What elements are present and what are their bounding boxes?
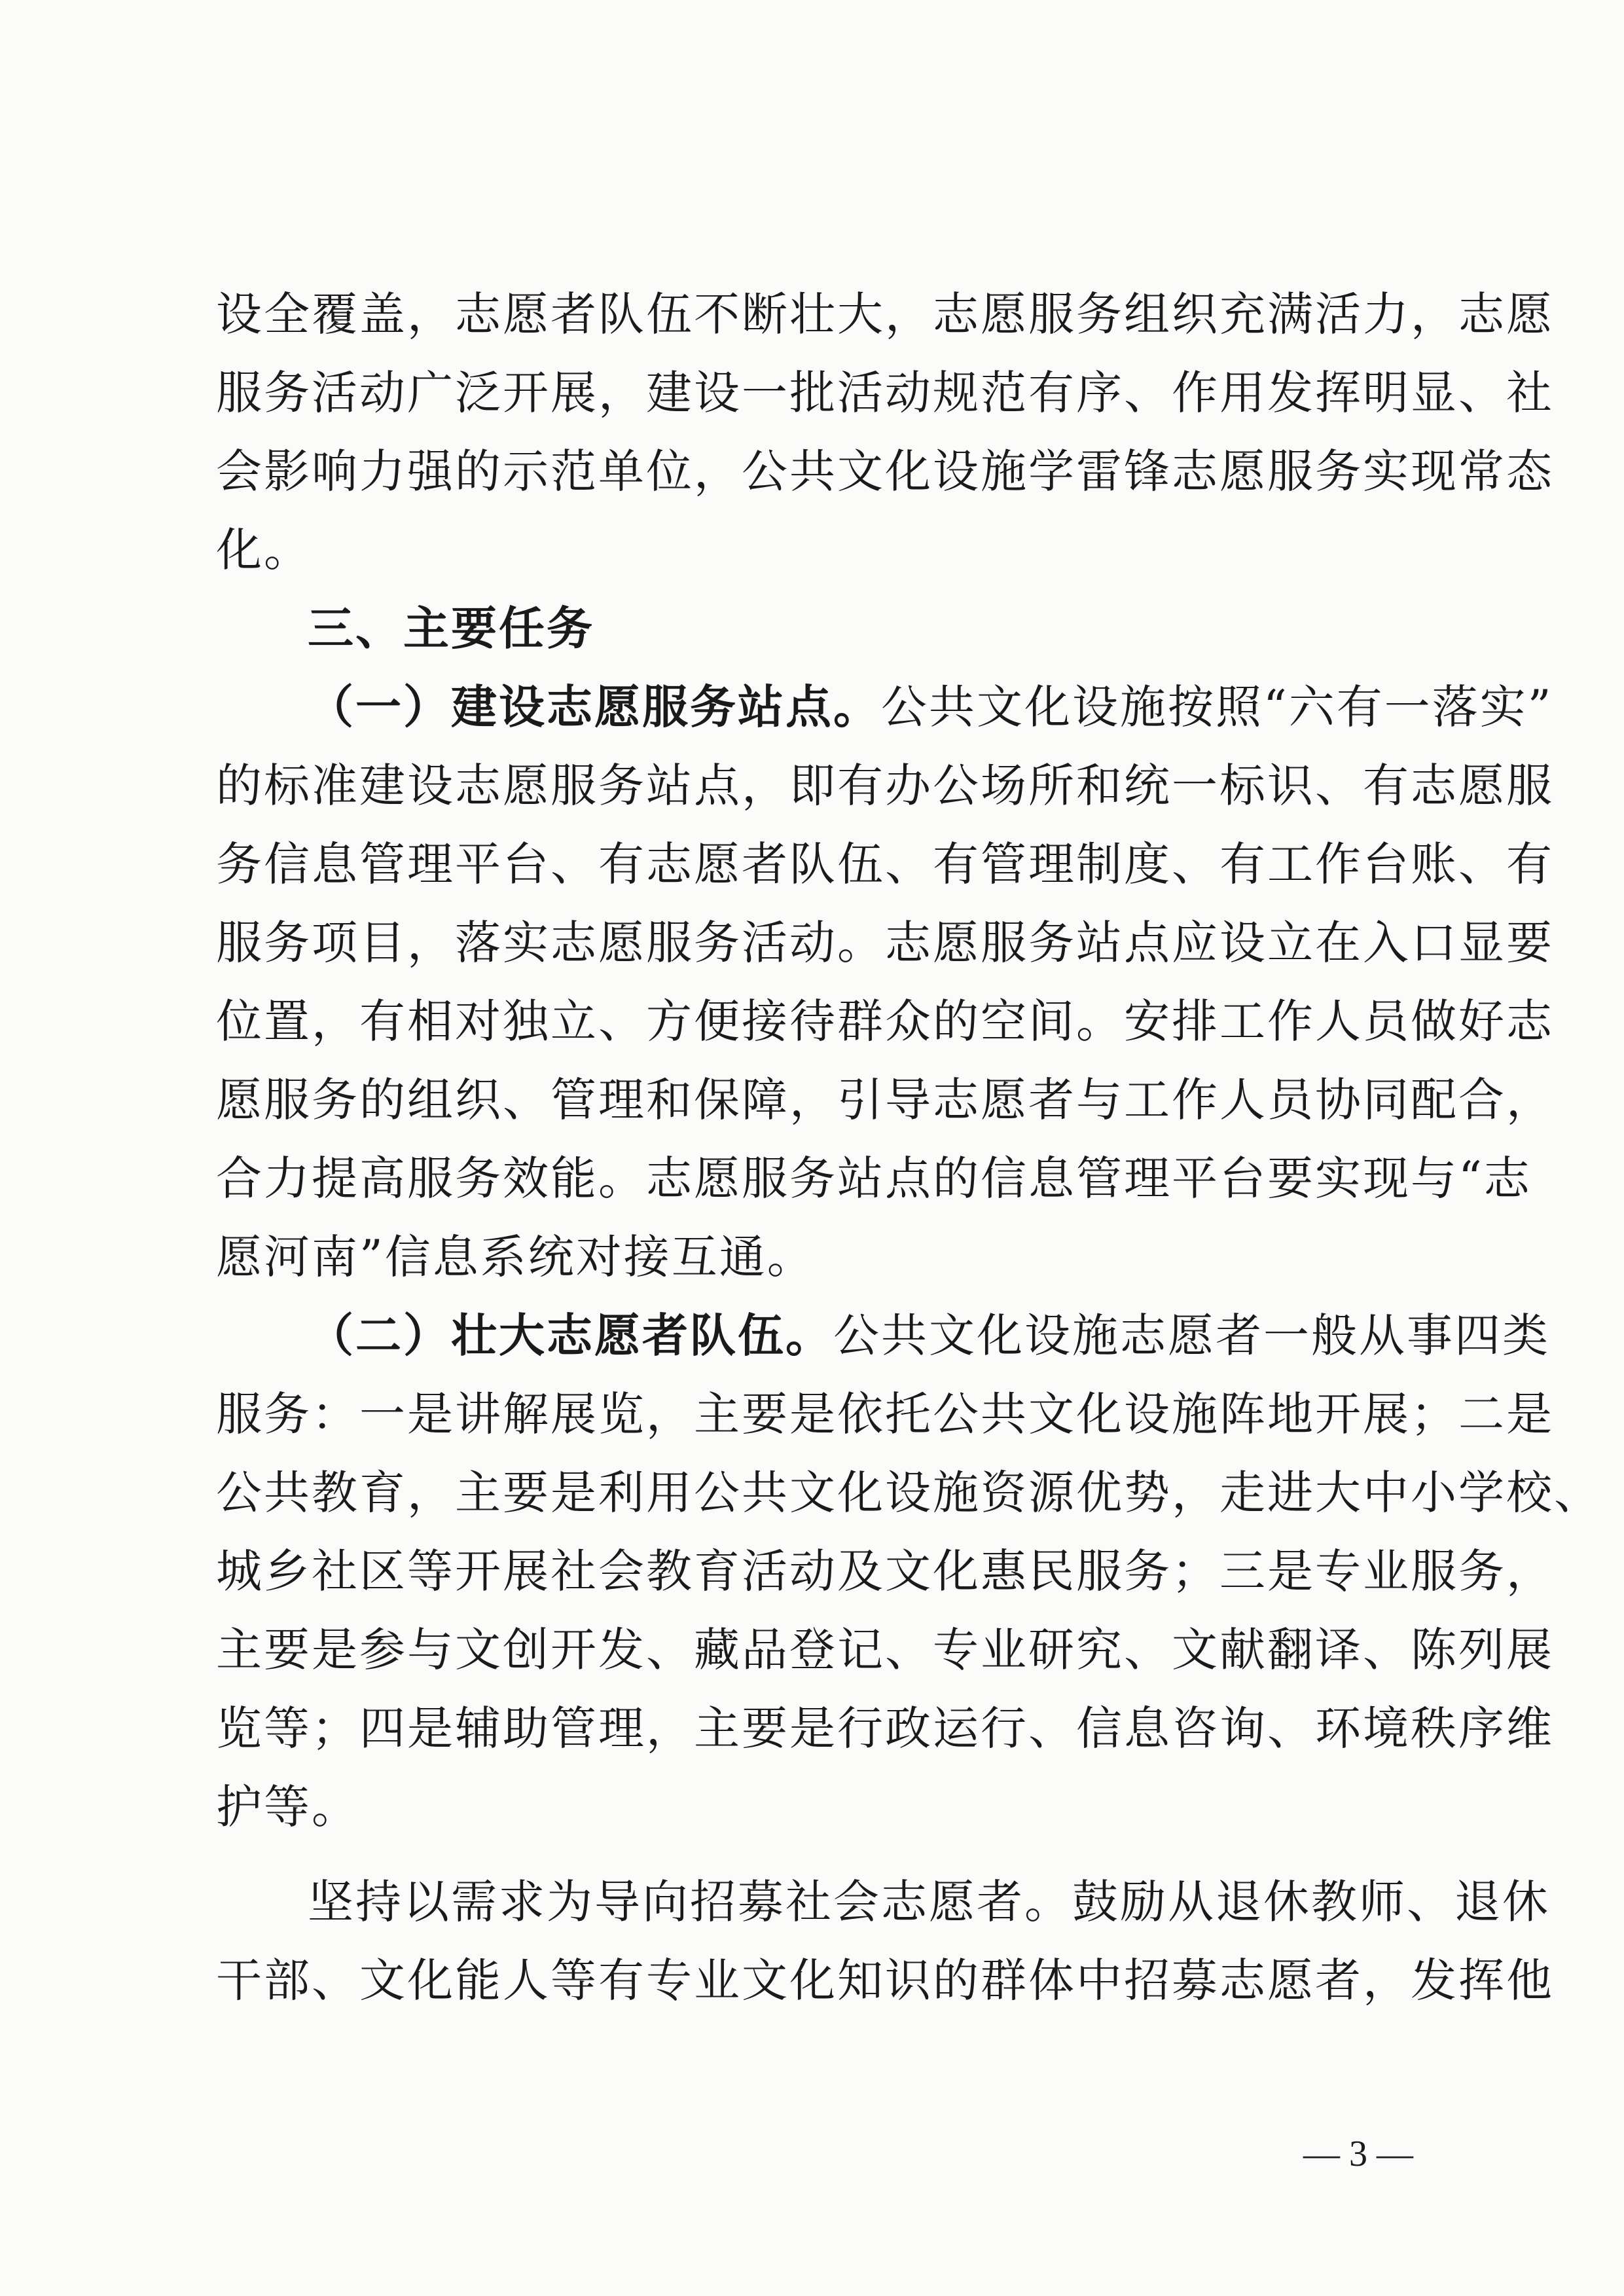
body-line: 干部、文化能人等有专业文化知识的群体中招募志愿者，发挥他 [216, 1954, 1554, 2007]
body-line: 化。 [216, 523, 312, 577]
body-line: 主要是参与文创开发、藏品登记、专业研究、文献翻译、陈列展 [216, 1623, 1554, 1677]
item-1-first-line [308, 671, 1553, 743]
paragraph-3-first-line: 坚持以需求为导向招募社会志愿者。鼓励从退休教师、退休 [308, 1875, 1550, 1929]
page-number: — 3 — [1303, 2134, 1413, 2174]
body-line: 服务活动广泛开展，建设一批活动规范有序、作用发挥明显、社 [216, 366, 1554, 420]
item-2-first-line-text: 公共文化设施志愿者一般从事四类 [833, 1309, 1550, 1362]
body-line: 城乡社区等开展社会教育活动及文化惠民服务；三是专业服务， [216, 1544, 1554, 1598]
body-line: 服务：一是讲解展览，主要是依托公共文化设施阵地开展；二是 [216, 1387, 1554, 1441]
body-line: 合力提高服务效能。志愿服务站点的信息管理平台要实现与“志 [216, 1152, 1532, 1205]
body-line: 护等。 [216, 1780, 359, 1834]
body-line: 会影响力强的示范单位，公共文化设施学雷锋志愿服务实现常态 [216, 445, 1554, 498]
item-1-title: （一）建设志愿服务站点。 [308, 680, 881, 734]
section-heading: 三、主要任务 [308, 602, 594, 655]
item-2-title: （二）壮大志愿者队伍。 [308, 1308, 833, 1362]
body-line: 位置，有相对独立、方便接待群众的空间。安排工作人员做好志 [216, 994, 1554, 1048]
body-line: 务信息管理平台、有志愿者队伍、有管理制度、有工作台账、有 [216, 837, 1554, 891]
body-line: 公共教育，主要是利用公共文化设施资源优势，走进大中小学校、 [216, 1466, 1602, 1520]
body-line: 愿河南”信息系统对接互通。 [216, 1230, 815, 1284]
body-line: 览等；四是辅助管理，主要是行政运行、信息咨询、环境秩序维 [216, 1702, 1554, 1755]
body-line: 服务项目，落实志愿服务活动。志愿服务站点应设立在入口显要 [216, 916, 1554, 970]
body-line: 设全覆盖，志愿者队伍不断壮大，志愿服务组织充满活力，志愿 [216, 287, 1554, 341]
body-line: 愿服务的组织、管理和保障，引导志愿者与工作人员协同配合， [216, 1073, 1554, 1127]
item-1-first-line-text: 公共文化设施按照“六有一落实” [881, 680, 1553, 734]
item-2-first-line [308, 1300, 1550, 1372]
body-line: 的标准建设志愿服务站点，即有办公场所和统一标识、有志愿服 [216, 759, 1554, 812]
